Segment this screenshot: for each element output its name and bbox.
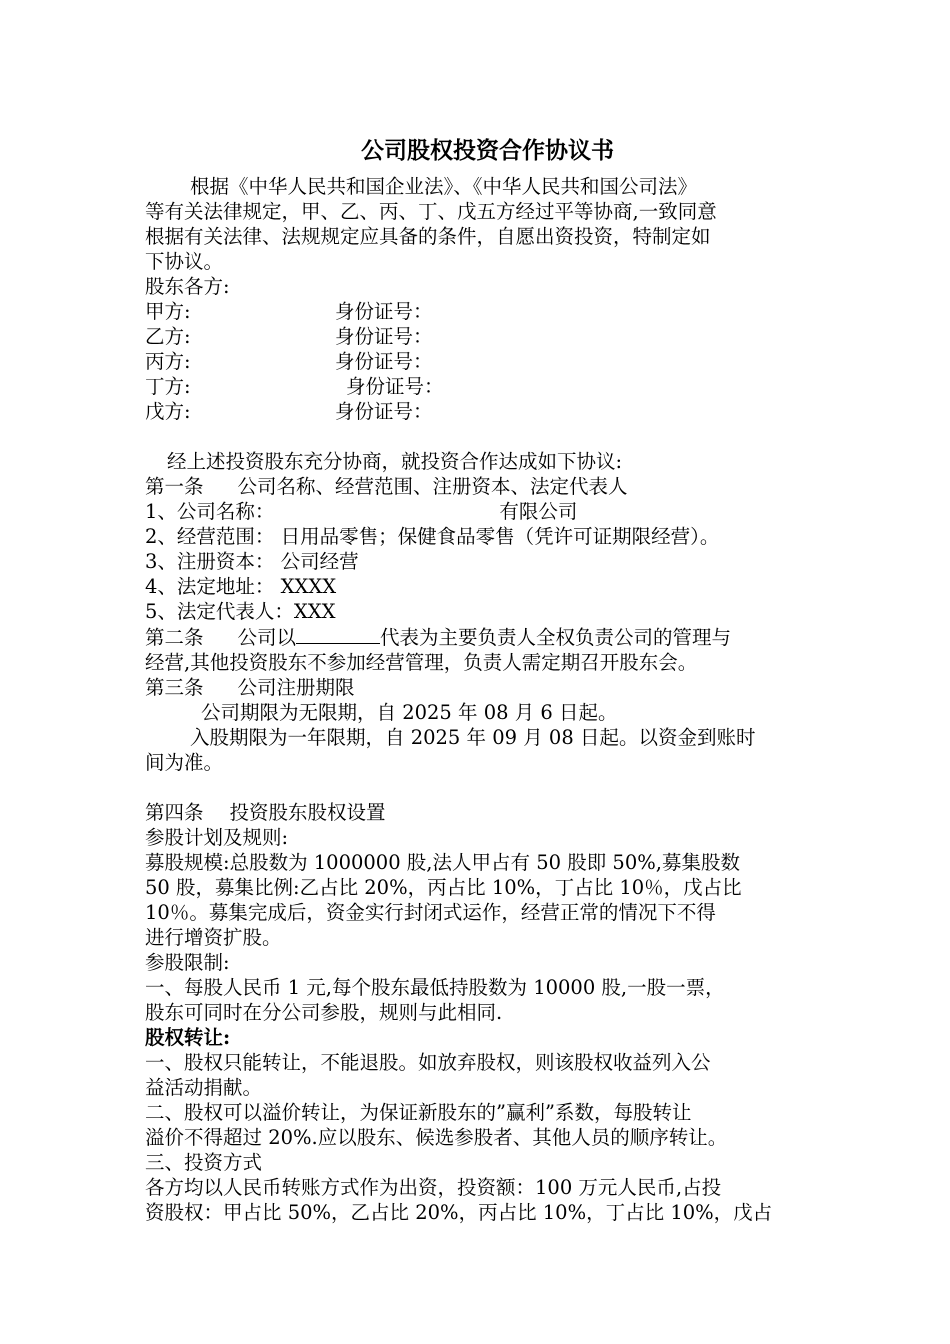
limit-line: 一、每股人民币 1 元,每个股东最低持股数为 10000 股,一股一票， — [145, 976, 725, 999]
limit-line: 股东可同时在分公司参股，规则与此相同. — [145, 1001, 503, 1024]
article-1-item: 2、经营范围： 日用品零售；保健食品零售（凭许可证期限经营）。 — [145, 525, 720, 548]
plan-line: 50 股，募集比例:乙占比 20%，丙占比 10%，丁占比 10％，戊占比 — [145, 876, 742, 899]
article-3-line: 间为准。 — [145, 751, 224, 774]
party-name: 丙方: — [145, 350, 191, 373]
article-1-heading — [145, 474, 810, 499]
limit-heading: 参股限制: — [145, 951, 230, 974]
transfer-line: 溢价不得超过 20%.应以股东、候选参股者、其他人员的顺序转让。 — [145, 1126, 728, 1149]
document-title: 公司股权投资合作协议书 — [361, 137, 614, 164]
method-heading: 三、投资方式 — [145, 1151, 263, 1174]
party-name: 乙方: — [145, 325, 191, 348]
plan-heading: 参股计划及规则: — [145, 826, 289, 849]
party-id-label: 身份证号： — [346, 375, 444, 398]
article-1-item: 3、注册资本： 公司经营 — [145, 550, 359, 573]
transfer-line: 二、股权可以溢价转让，为保证新股东的”赢利”系数，每股转让 — [145, 1101, 692, 1124]
article-3-heading — [145, 675, 810, 700]
article-title: 公司名称、经营范围、注册资本、法定代表人 — [237, 475, 628, 498]
party-id-label: 身份证号： — [335, 400, 433, 423]
party-name: 甲方: — [145, 300, 191, 323]
article-2-line: 经营,其他投资股东不参加经营管理，负责人需定期召开股东会。 — [145, 651, 698, 674]
article-1-item — [145, 499, 810, 524]
article-label: 第三条 — [145, 676, 204, 699]
party-row — [145, 399, 810, 424]
party-name: 戊方: — [145, 400, 191, 423]
document-page — [145, 128, 810, 1225]
article-4-heading — [145, 800, 810, 825]
party-row — [145, 349, 810, 374]
transfer-line: 益活动捐献。 — [145, 1076, 263, 1099]
method-line: 资股权：甲占比 50%，乙占比 20%，丙占比 10%，丁占比 10%，戊占 — [145, 1201, 773, 1224]
blank-underline — [296, 624, 380, 644]
transfer-line: 一、股权只能转让，不能退股。如放弃股权，则该股权收益列入公 — [145, 1051, 711, 1074]
party-row — [145, 324, 810, 349]
article-2-line — [145, 624, 810, 650]
plan-line: 进行增资扩股。 — [145, 926, 282, 949]
intro-line: 根据有关法律、法规规定应具备的条件，自愿出资投资，特制定如 — [145, 225, 711, 248]
article-3-line: 公司期限为无限期，自 2025 年 08 月 6 日起。 — [201, 701, 618, 724]
party-row — [145, 374, 810, 399]
item-value: 有限公司 — [499, 500, 578, 523]
article-title: 投资股东股权设置 — [229, 801, 386, 824]
shareholders-heading: 股东各方: — [145, 275, 230, 298]
party-row — [145, 299, 810, 324]
article-1-item: 4、法定地址： XXXX — [145, 575, 337, 598]
article-label: 第二条 — [145, 626, 204, 649]
spacer — [145, 775, 810, 800]
article-label: 第一条 — [145, 475, 204, 498]
intro-line: 等有关法律规定，甲、乙、丙、丁、戊五方经过平等协商,一致同意 — [145, 200, 717, 223]
article-text: 代表为主要负责人全权负责公司的管理与 — [380, 626, 732, 649]
item-label: 1、公司名称： — [145, 500, 275, 523]
intro-line: 下协议。 — [145, 250, 224, 273]
spacer — [145, 424, 810, 449]
party-id-label: 身份证号： — [335, 300, 433, 323]
party-id-label: 身份证号： — [335, 350, 433, 373]
party-id-label: 身份证号： — [335, 325, 433, 348]
article-title: 公司注册期限 — [237, 676, 355, 699]
article-1-item: 5、法定代表人：XXX — [145, 600, 336, 623]
article-label: 第四条 — [145, 801, 204, 824]
method-line: 各方均以人民币转账方式作为出资，投资额：100 万元人民币,占投 — [145, 1176, 722, 1199]
article-3-line: 入股期限为一年限期，自 2025 年 09 月 08 日起。以资金到账时 — [190, 726, 756, 749]
party-name: 丁方: — [145, 375, 191, 398]
transfer-heading: 股权转让: — [145, 1026, 231, 1049]
article-text: 公司以 — [237, 626, 297, 649]
intro-line: 根据《中华人民共和国企业法》、《中华人民共和国公司法》 — [190, 175, 698, 198]
plan-line: 10％。募集完成后，资金实行封闭式运作，经营正常的情况下不得 — [145, 901, 716, 924]
plan-line: 募股规模:总股数为 1000000 股,法人甲占有 50 股即 50%,募集股数 — [145, 851, 740, 874]
agreement-lead: 经上述投资股东充分协商，就投资合作达成如下协议: — [167, 450, 623, 473]
